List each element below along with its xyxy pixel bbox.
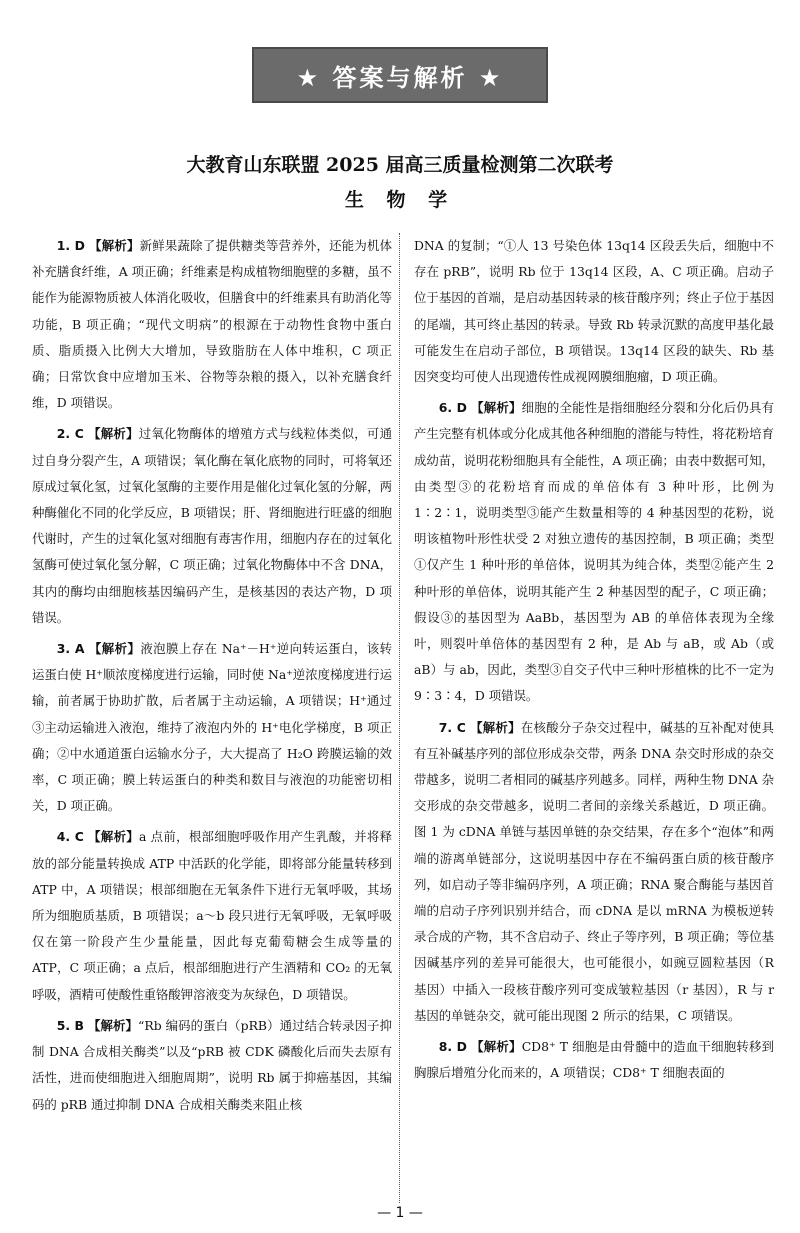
- banner-text: ★ 答案与解析 ★: [296, 63, 504, 92]
- page-title: 大教育山东联盟 2025 届高三质量检测第二次联考: [186, 154, 614, 176]
- analysis-tag: 【解析】: [470, 719, 521, 735]
- subject-title: 生 物 学: [344, 189, 456, 211]
- answer-text: 新鲜果蔬除了提供糖类等营养外，还能为机体补充膳食纤维，A 项正确；纤维素是构成植物细胞壁的多糖，虽不能作为能源物质被人体消化吸收，但膳食中的纤维素具有助消化等功能，B 项正确；“现代文明病”的根源在于动物性食物中蛋白质、脂质摄入比例大大增加，导致脂肪在人体中堆积，C 项正确；日常饮食中应增加玉米、谷物等杂粮的摄入，以补充膳食纤维，D 项错误。: [32, 238, 392, 411]
- analysis-tag: 【解析】: [471, 1039, 522, 1055]
- question-number: 4. C: [56, 829, 84, 845]
- answer-item-7: [414, 715, 774, 1029]
- answer-text: “Rb 编码的蛋白（pRB）通过结合转录因子抑制 DNA 合成相关酶类”以及“pRB 被 CDK 磷酸化后而失去原有活性，进而使细胞进入细胞周期”，说明 Rb 属于抑癌基因，其编码的 pRB 通过抑制 DNA 合成相关酶类来阻止核: [32, 1017, 392, 1112]
- answer-item-5-continued: [414, 233, 774, 390]
- answer-item-8: [414, 1034, 774, 1086]
- answer-item-2: [32, 421, 392, 631]
- right-column: [414, 233, 774, 1092]
- answer-text: DNA 的复制；“①人 13 号染色体 13q14 区段丢失后，细胞中不存在 pRB”，说明 Rb 位于 13q14 区段，A、C 项正确。启动子位于基因的首端，是启动基因转录的核苷酸序列；终止子位于基因的尾端，其可终止基因的转录。导致 Rb 转录沉默的高度甲基化最可能发生在启动子部位，B 项错误。13q14 区段的缺失、Rb 基因突变均可使人出现遗传性成视网膜细胞瘤，D 项正确。: [414, 238, 774, 385]
- page-number: — 1 —: [377, 1205, 423, 1221]
- answer-text: a 点前，根部细胞呼吸作用产生乳酸，并将释放的部分能量转换成 ATP 中活跃的化学能，即将部分能量转移到 ATP 中，A 项错误；根部细胞在无氧条件下进行无氧呼吸，其场所为细胞质基质，B 项错误；a～b 段只进行无氧呼吸，无氧呼吸仅在第一阶段产生少量能量，因此每克葡萄糖会生成等量的 ATP，C 项正确；a 点后，根部细胞进行产生酒精和 CO₂ 的无氧呼吸，酒精可使酸性重铬酸钾溶液变为灰绿色，D 项错误。: [32, 829, 393, 1002]
- answer-item-3: [32, 636, 392, 819]
- question-number: 6. D: [438, 400, 467, 416]
- answer-text: 过氧化物酶体的增殖方式与线粒体类似，可通过自身分裂产生，A 项错误；氧化酶在氧化底物的同时，可将氧还原成过氧化氢，过氧化氢酶的主要作用是催化过氧化氢的分解，两种酶催化不同的化学反应，B 项错误；肝、肾细胞进行旺盛的细胞代谢时，产生的过氧化氢对细胞有毒害作用，细胞内存在的过氧化氢酶可使过氧化氢分解，C 项正确；过氧化物酶体中不含 DNA，其内的酶均由细胞核基因编码产生，是核基因的表达产物，D 项错误。: [32, 426, 392, 625]
- analysis-tag: 【解析】: [88, 1017, 139, 1033]
- answer-item-4: [32, 824, 392, 1007]
- column-divider: [399, 233, 400, 1203]
- left-column: [32, 233, 392, 1123]
- analysis-tag: 【解析】: [88, 426, 139, 442]
- analysis-tag: 【解析】: [88, 829, 140, 845]
- question-number: 2. C: [56, 426, 84, 442]
- answer-text: 液泡膜上存在 Na⁺－H⁺逆向转运蛋白，该转运蛋白使 H⁺顺浓度梯度进行运输，同时使 Na⁺逆浓度梯度进行运输，前者属于协助扩散，后者属于主动运输，A 项错误；H⁺通过③主动运输进入液泡，维持了液泡内外的 H⁺电化学梯度，B 项正确；②中水通道蛋白运输水分子，大大提高了 H₂O 跨膜运输的效率，C 项正确；膜上转运蛋白的种类和数目与液泡的功能密切相关，D 项正确。: [32, 641, 392, 814]
- answer-banner: [252, 47, 548, 103]
- answer-text: 在核酸分子杂交过程中，碱基的互补配对使具有互补碱基序列的部位形成杂交带，两条 DNA 杂交时形成的杂交带越多，说明二者相同的碱基序列越多。同样，两种生物 DNA 杂交形成的杂交带越多，说明二者间的亲缘关系越近，D 项正确。图 1 为 cDNA 单链与基因单链的杂交结果，存在多个“泡体”和两端的游离单链部分，这说明基因中存在不编码蛋白质的核苷酸序列，如启动子等非编码序列，A 项正确；RNA 聚合酶能与基因首端的启动子序列识别并结合，而 cDNA 是以 mRNA 为模板逆转录合成的产物，其不含启动子、终止子等序列，B 项正确；等位基因碱基序列的差异可能很大，也可能很小，如豌豆圆粒基因（R 基因）中插入一段核苷酸序列可变成皱粒基因（r 基因），R 与 r 基因的单链杂交，就可能出现图 2 所示的结果，C 项错误。: [414, 719, 774, 1023]
- answer-item-5: [32, 1013, 392, 1118]
- answer-text: 细胞的全能性是指细胞经分裂和分化后仍具有产生完整有机体或分化成其他各种细胞的潜能与特性，将花粉培育成幼苗，说明花粉细胞具有全能性，A 项正确；由表中数据可知，由类型③的花粉培育而成的单倍体有 3 种叶形，比例为 1∶2∶1，说明类型③能产生数量相等的 4 种基因型的花粉，说明该植物叶形性状受 2 对独立遗传的基因控制，B 项正确；类型①仅产生 1 种叶形的单倍体，说明其为纯合体，类型②能产生 2 种叶形的单倍体，说明其能产生 2 种基因型的配子，C 项正确；假设③的基因型为 AaBb，基因型为 AB 的单倍体表现为全缘叶，则裂叶单倍体的基因型有 2 种，是 Ab 与 aB，或 Ab（或 aB）与 ab，因此，类型③自交子代中三种叶形植株的比不一定为 9∶3∶4，D 项错误。: [414, 400, 774, 704]
- question-number: 7. C: [438, 719, 466, 735]
- question-number: 5. B: [56, 1017, 84, 1033]
- question-number: 1. D: [56, 238, 85, 253]
- analysis-tag: 【解析】: [471, 400, 522, 416]
- question-number: 8. D: [438, 1039, 467, 1055]
- answer-item-1: [32, 233, 392, 416]
- analysis-tag: 【解析】: [89, 238, 140, 253]
- question-number: 3. A: [56, 641, 85, 657]
- answer-text: CD8⁺ T 细胞是由骨髓中的造血干细胞转移到胸腺后增殖分化而来的，A 项错误；CD8⁺ T 细胞表面的: [414, 1039, 774, 1081]
- analysis-tag: 【解析】: [88, 641, 141, 657]
- answer-item-6: [414, 395, 774, 709]
